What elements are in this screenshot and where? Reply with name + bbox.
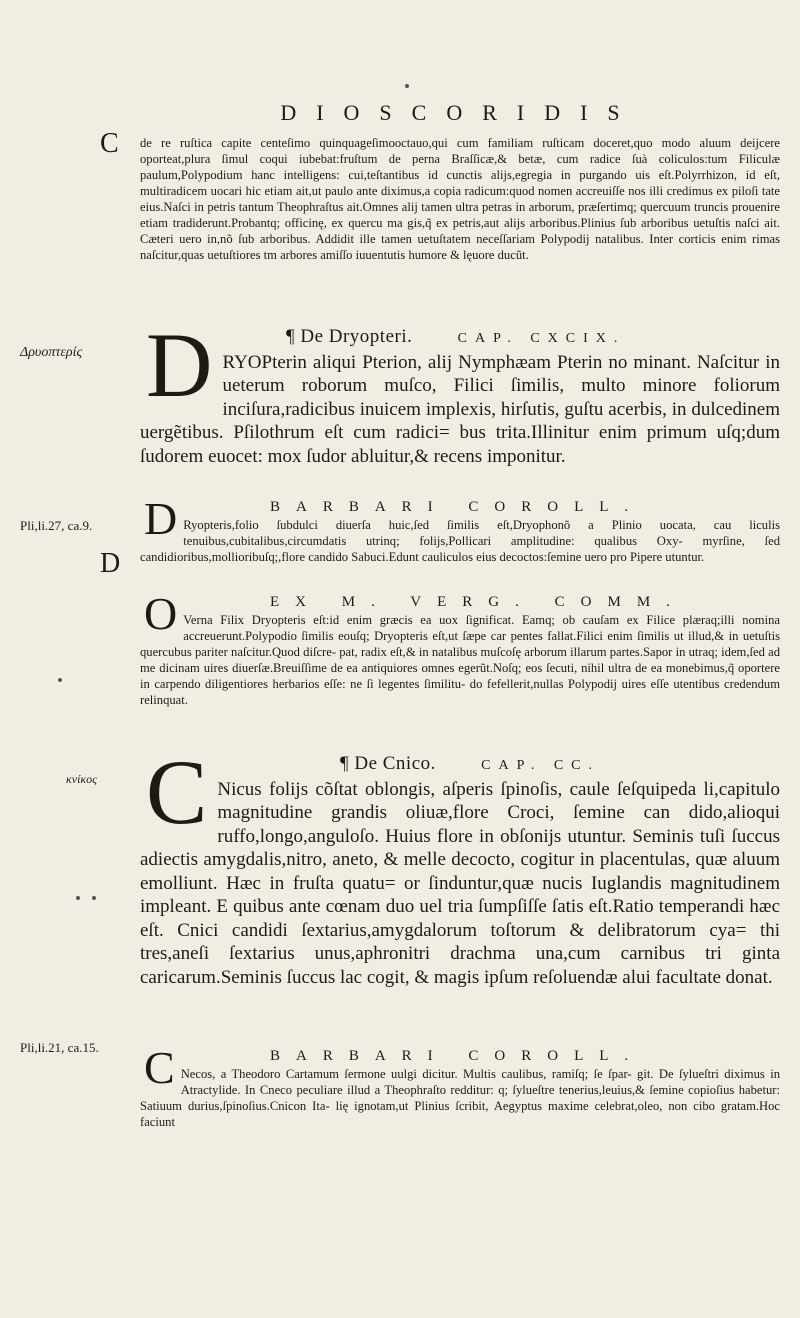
dryopteris-paragraph: RYOPterin aliqui Pterion, alij Nymphæam Pterin no minant. Naſcitur in ueterum roborum muſco, Filici ſimilis, multo minore foliorum inciſura,radicibus inuicem implexis, hirſutis, guſtu acerbis, in dulcedinem uergẽtibus. Pſilothrum eſt cum radici= bus trita.Illinitur enim primum uſq;dum ſudorem euocet: mox ſudor abluitur,& recens imponitur.	[140, 351, 780, 467]
dryopteris-title: ¶ De Dryopteri.	[286, 326, 413, 347]
margin-reference-2: Pli,li.21, ca.15.	[20, 1040, 99, 1055]
barbari-paragraph-2: Necos, a Theodoro Cartamum ſermone uulgi dicitur. Multis caulibus, ramiſq; ſe ſpar- git. De ſylueſtri diximus in Atractylide. In Cneco peculiare illud a Theophraſto redditur: q; ſylueſtre tenerius,leuius,& ſemine copioſius habetur: Satiuum durius,ſpinoſius.Cnicon Ita- lię ignotam,ut Plinius ſcribit, Aegyptus maxime celebrat,oleo, non cibo gratam.Hoc faciunt	[140, 1067, 780, 1129]
barbari-paragraph-1: Ryopteris,folio ſubdulci diuerſa huic,ſed ſimilis eſt,Dryophonõ a Plinio uocata, cau liculis tenuibus,cubitalibus,circumdatis utrinq; folijs,Pollicari amplitudine: qualibus Oxy- myrſine, ſed candidioribus,mollioribuſq;,flore candido Sabuci.Edunt cauliculos eius decoctos:ſemine uero pro Pipere utuntur.	[140, 518, 780, 564]
dryopteris-dropcap: D	[146, 313, 213, 416]
verg-section	[140, 588, 780, 708]
barbari-dropcap-2: C	[144, 1042, 175, 1093]
verg-paragraph: Verna Filix Dryopteris eſt:id enim græcis ea uox ſignificat. Eamq; ob cauſam ex Filice plæraq;illi nomina accreuerunt.Polypodio ſimilis eouſq; Dryopteris eſt,ut ſæpe car pentes fallat.Filici enim ſimilis ut illud,& in uetuſtis quercubus pariter naſcitur.Quod diſcre- pat, radix eſt,& in natalibus muſcoſę arborum illarum partes.Sapor in utraq; idem,ſed ad me dicinam uires diuerſæ.Breuiſſime de ea antiquiores omnes egerũt.Noſq; eos ſecuti, nihil ultra de ea monebimus,q̃ oportere in carpendo diligentiores herbarios eſſe: ne ſi legentes ſimilitu- do fefellerit,nullas Polypodij uires eſſe utentibus credendum relinquat.	[140, 613, 780, 707]
print-dot	[405, 84, 409, 88]
barbari-dropcap-1: D	[144, 493, 178, 544]
cnico-heading	[140, 752, 780, 778]
barbari-heading-2: BARBARI COROLL.	[270, 1048, 645, 1064]
barbari-heading-1: BARBARI COROLL.	[270, 499, 645, 515]
margin-letter-c: C	[100, 128, 119, 159]
print-dot	[92, 896, 96, 900]
barbari-section-2	[140, 1042, 780, 1130]
verg-dropcap: O	[144, 588, 178, 639]
dryopteris-section	[140, 313, 780, 468]
print-dot	[58, 678, 62, 682]
dryopteris-chapter: CAP. CXCIX.	[457, 331, 626, 346]
verg-heading: EX M. VERG. COMM.	[270, 594, 686, 610]
intro-paragraph: de re ruſtica capite centeſimo quinquageſimooctauo,qui cum familiam ruſticam doceret,quo modo aluum deijcere oporteat,plura ſimul coqui iubebat:fruſtum de perna Braſſicæ,& betæ, cum radice ſuà coliculos:tum Filiculæ paulum,Polypodium hanc intelligens: cui,teſtantibus id cunctis alijs,egregia in purgando uis eſt.Polyrrhizon, id eſt, multiradicem uocari hic etiam ait,ut paulo ante diximus,a copia radicum:quod nomen accreuiſſe nos illi credimus ex piloſi tate eius.Naſci in petris tantum Theophraſtus ait.Omnes alij tamen ultra petras in arborum, præſertimq; quercuum truncis prouenire etiam tradiderunt.Probantq; officinę, ex quercu ma gis,q̃ ex petris,aut alijs arboribus.Plinius ſub arboribus uetuſtis naſci ait. Cæteri uero in,nõ ſub arboribus. Addidit ille tamen uetuſtatem neceſſariam Polypodij natalibus. Inter corticis enim rimas naſcitur,quas uetuſtiores tm arbores amiſſo iuuentutis humore & lęuore ducũt.	[140, 136, 780, 262]
cnico-dropcap: C	[146, 740, 208, 843]
barbari-section-1	[140, 493, 780, 565]
cnico-paragraph: Nicus folijs cõſtat oblongis, aſperis ſpinoſis, caule ſeſquipeda li,capitulo magnitudine grandis oliuæ,flore Croci, ſemine can dido,alioqui ruffo,longo,anguloſo. Huius flore in obſonijs utuntur. Seminis tuſi ſuccus adiectis amygdalis,nitro, aneto, & melle decocto, cogitur in placentulas, quæ aluum emolliunt. Hæc in fruſta quatu= or ſinduntur,quæ nucis Iuglandis magnitudinem impleant. E quibus ante cœnam duo uel tria ſumpſiſſe ſatis eſt.Ratio temperandi hæc eſt. Cnici candidi ſextarius,amygdalorum toſtorum & delibratorum cya= thi tres,aneſi ſextarius unus,aphronitri drachma una,cum carnibus tri ginta caricarum.Seminis ſuccus lac cogit, & magis ipſum reſoluendæ alui facultate donat.	[140, 778, 780, 988]
cnico-title: ¶ De Cnico.	[340, 753, 436, 774]
cnico-chapter: CAP. CC.	[481, 758, 601, 773]
intro-section	[140, 135, 780, 263]
running-header: DIOSCORIDIS	[280, 100, 640, 125]
margin-letter-d: D	[100, 548, 121, 579]
dryopteris-heading	[140, 325, 780, 351]
margin-greek-dryopteris: Δρυοπτερίς	[20, 345, 83, 360]
cnico-section	[140, 740, 780, 989]
margin-reference-1: Pli,li.27, ca.9.	[20, 518, 93, 533]
margin-greek-cnicos: κνίκος	[66, 772, 98, 786]
print-dot	[76, 896, 80, 900]
